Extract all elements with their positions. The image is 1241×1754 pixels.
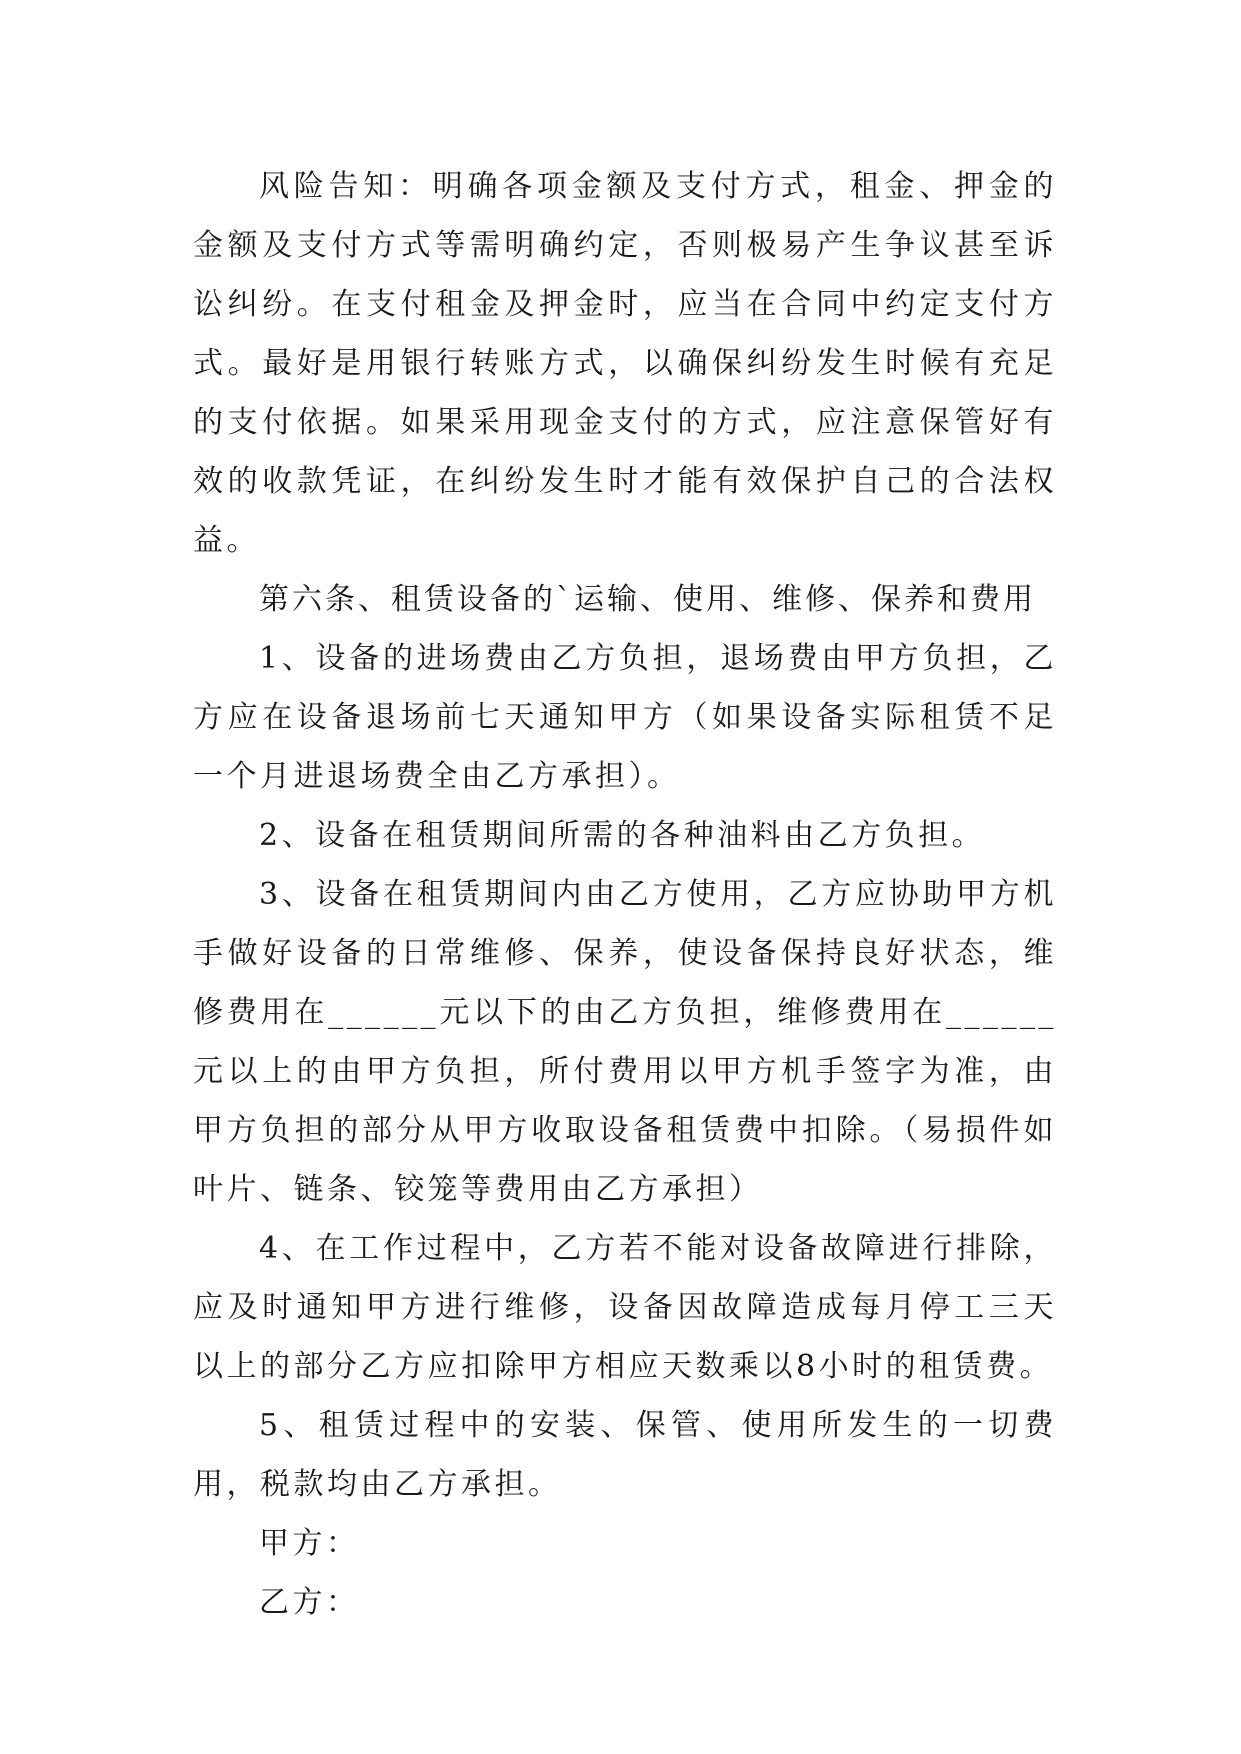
clause-1-paragraph: 1、设备的进场费由乙方负担，退场费由甲方负担，乙方应在设备退场前七天通知甲方（如果设备实际租赁不足一个月进退场费全由乙方承担）。 [193, 641, 1057, 794]
party-a-signature-line: 甲方： [259, 1526, 360, 1561]
clause-5-paragraph: 5、租赁过程中的安装、保管、使用所发生的一切费用，税款均由乙方承担。 [193, 1408, 1057, 1502]
article-six-heading: 第六条、租赁设备的`运输、使用、维修、保养和费用 [259, 582, 1036, 617]
clause-3-paragraph: 3、设备在租赁期间内由乙方使用，乙方应协助甲方机手做好设备的日常维修、保养，使设备保持良好状态，维修费用在______元以下的由乙方负担，维修费用在______元以上的由甲方负担，所付费用以甲方机手签字为准，由甲方负担的部分从甲方收取设备租赁费中扣除。（易损件如叶片、链条、铰笼等费用由乙方承担） [193, 877, 1057, 1207]
document-page [193, 157, 1057, 1632]
clause-4-paragraph: 4、在工作过程中，乙方若不能对设备故障进行排除，应及时通知甲方进行维修，设备因故障造成每月停工三天以上的部分乙方应扣除甲方相应天数乘以8小时的租赁费。 [193, 1231, 1057, 1384]
clause-2-paragraph: 2、设备在租赁期间所需的各种油料由乙方负担。 [259, 818, 986, 853]
party-b-signature-line: 乙方： [259, 1585, 360, 1620]
risk-notice-paragraph: 风险告知：明确各项金额及支付方式，租金、押金的金额及支付方式等需明确约定，否则极易产生争议甚至诉讼纠纷。在支付租金及押金时，应当在合同中约定支付方式。最好是用银行转账方式，以确保纠纷发生时候有充足的支付依据。如果采用现金支付的方式，应注意保管好有效的收款凭证，在纠纷发生时才能有效保护自己的合法权益。 [193, 169, 1057, 558]
